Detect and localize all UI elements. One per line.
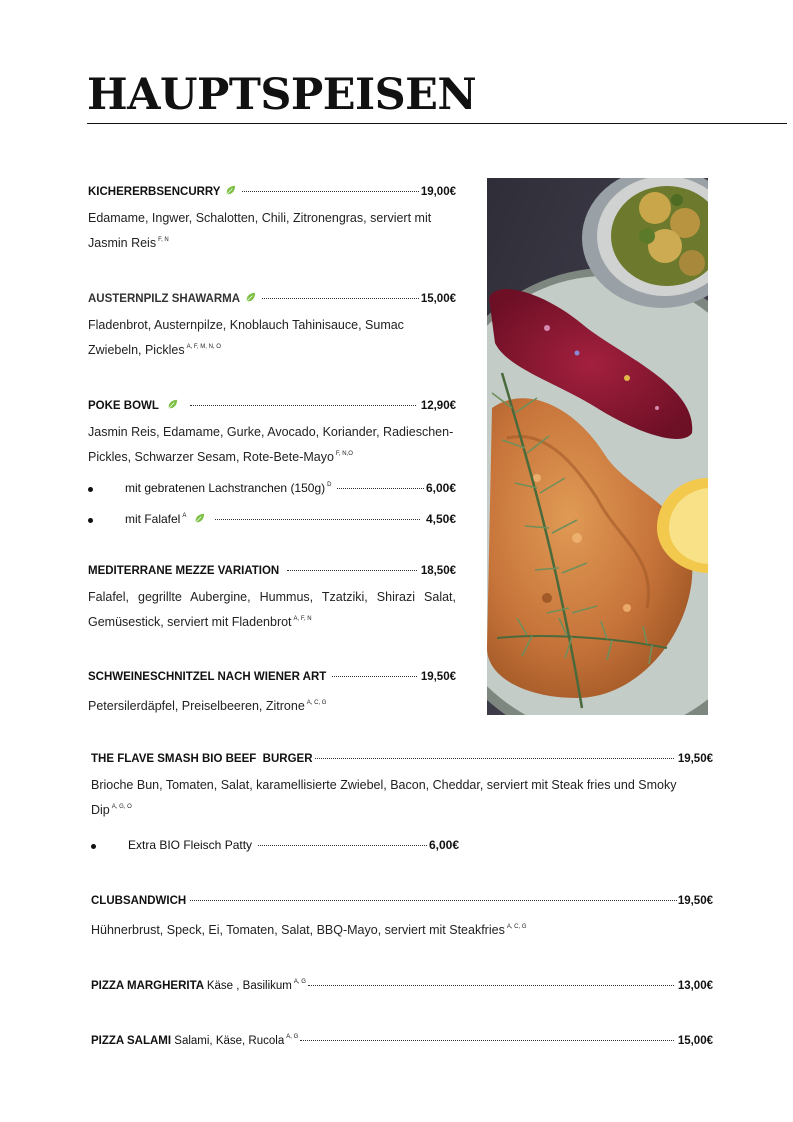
item-price: 19,50€ bbox=[677, 753, 713, 765]
dot-leader bbox=[332, 676, 417, 677]
menu-item-pizza-margherita bbox=[91, 979, 713, 992]
allergen-codes: A, G, O bbox=[111, 804, 132, 810]
leaf-icon bbox=[194, 513, 205, 524]
item-name: POKE BOWL bbox=[88, 400, 159, 412]
item-name: PIZZA SALAMI Salami, Käse, Rucola $^{A, G}$ bbox=[91, 1034, 299, 1047]
extra-option-patty bbox=[91, 838, 459, 852]
item-description: Falafel, gegrillte Aubergine, Hummus, Tzatziki, Shirazi Salat, Gemüsestick, serviert mit Fladenbrot $^{A, F, N}$ bbox=[88, 590, 456, 629]
item-price: 12,90€ bbox=[420, 400, 456, 412]
allergen-codes: D bbox=[327, 482, 332, 488]
leaf-icon bbox=[225, 185, 236, 196]
allergen-codes: F, N bbox=[158, 237, 169, 243]
allergen-codes: A, F, N bbox=[293, 616, 312, 622]
extra-price: 4,50€ bbox=[425, 512, 456, 526]
extra-price: 6,00€ bbox=[425, 481, 456, 495]
dot-leader bbox=[242, 191, 418, 192]
menu-item-mezze bbox=[88, 565, 456, 633]
leaf-icon bbox=[167, 399, 178, 410]
item-name: MEDITERRANE MEZZE VARIATION bbox=[88, 565, 280, 577]
item-name: THE FLAVE SMASH BIO BEEF BURGER bbox=[91, 753, 313, 765]
extra-price: 6,00€ bbox=[428, 838, 459, 852]
item-description: Brioche Bun, Tomaten, Salat, karamellisierte Zwiebel, Bacon, Cheddar, serviert mit Steak fries und Smoky Dip $^{A, G, O}$ bbox=[91, 778, 677, 817]
inline-description: Salami, Käse, Rucola bbox=[174, 1035, 285, 1047]
extra-label: Extra BIO Fleisch Patty bbox=[128, 838, 253, 852]
dot-leader bbox=[190, 900, 677, 901]
allergen-codes: A, G bbox=[293, 979, 306, 985]
item-name: AUSTERNPILZ SHAWARMA bbox=[88, 293, 241, 305]
item-name: KICHERERBSENCURRY bbox=[88, 186, 221, 198]
dot-leader bbox=[337, 488, 423, 489]
item-description: Jasmin Reis, Edamame, Gurke, Avocado, Koriander, Radieschen-Pickles, Schwarzer Sesam, Rote-Bete-Mayo $^{F, N,O}$ bbox=[88, 425, 454, 464]
item-description: Petersilerdäpfel, Preiselbeeren, Zitrone $^{A, C, G}$ bbox=[88, 699, 327, 713]
schnitzel-plate-image bbox=[487, 178, 708, 715]
dot-leader bbox=[300, 1040, 674, 1041]
item-description: Fladenbrot, Austernpilze, Knoblauch Tahinisauce, Sumac Zwiebeln, Pickles $^{A, F, M, N, O}$ bbox=[88, 318, 404, 357]
item-price: 19,00€ bbox=[420, 186, 456, 198]
extra-option-falafel bbox=[88, 512, 456, 526]
item-description: Hühnerbrust, Speck, Ei, Tomaten, Salat, BBQ-Mayo, serviert mit Steakfries $^{A, C, G}$ bbox=[91, 923, 527, 937]
leaf-icon bbox=[245, 292, 256, 303]
dot-leader bbox=[190, 405, 416, 406]
title-underline bbox=[87, 123, 787, 124]
item-name: SCHWEINESCHNITZEL NACH WIENER ART bbox=[88, 671, 327, 683]
dot-leader bbox=[287, 570, 417, 571]
menu-item-kichererbsencurry bbox=[88, 184, 456, 254]
item-price: 19,50€ bbox=[420, 671, 456, 683]
dot-leader bbox=[262, 298, 419, 299]
page-title: HAUPTSPEISEN bbox=[87, 70, 477, 120]
extra-label: mit Falafel $^A$ bbox=[125, 512, 187, 526]
dot-leader bbox=[308, 985, 674, 986]
item-price: 18,50€ bbox=[420, 565, 456, 577]
dot-leader bbox=[258, 845, 427, 846]
inline-description: Käse , Basilikum bbox=[206, 980, 292, 992]
allergen-codes: F, N,O bbox=[335, 451, 353, 457]
menu-item-burger bbox=[91, 753, 713, 821]
item-price: 13,00€ bbox=[677, 980, 713, 992]
extra-option-lachs bbox=[88, 481, 456, 495]
allergen-codes: A bbox=[182, 513, 187, 519]
menu-item-poke-bowl bbox=[88, 398, 456, 468]
bullet-point bbox=[88, 518, 93, 523]
bullet-point bbox=[91, 844, 96, 849]
extra-label: mit gebratenen Lachstranchen (150g) $^D$ bbox=[125, 481, 332, 495]
allergen-codes: A, F, M, N, O bbox=[186, 344, 221, 350]
item-description: Edamame, Ingwer, Schalotten, Chili, Zitronengras, serviert mit Jasmin Reis $^{F, N}$ bbox=[88, 211, 432, 250]
dot-leader bbox=[315, 758, 674, 759]
menu-item-austernpilz-shawarma bbox=[88, 291, 456, 361]
item-price: 15,00€ bbox=[677, 1035, 713, 1047]
allergen-codes: A, G bbox=[286, 1034, 299, 1040]
item-name: CLUBSANDWICH bbox=[91, 895, 187, 907]
item-price: 19,50€ bbox=[677, 895, 713, 907]
bullet-point bbox=[88, 487, 93, 492]
dot-leader bbox=[215, 519, 420, 520]
item-price: 15,00€ bbox=[420, 293, 456, 305]
allergen-codes: A, C, G bbox=[306, 700, 327, 706]
item-name: PIZZA MARGHERITA Käse , Basilikum $^{A, G}$ bbox=[91, 979, 306, 992]
menu-item-schnitzel bbox=[88, 671, 456, 717]
menu-item-clubsandwich bbox=[91, 895, 713, 941]
allergen-codes: A, C, G bbox=[506, 924, 527, 930]
menu-item-pizza-salami bbox=[91, 1034, 713, 1047]
